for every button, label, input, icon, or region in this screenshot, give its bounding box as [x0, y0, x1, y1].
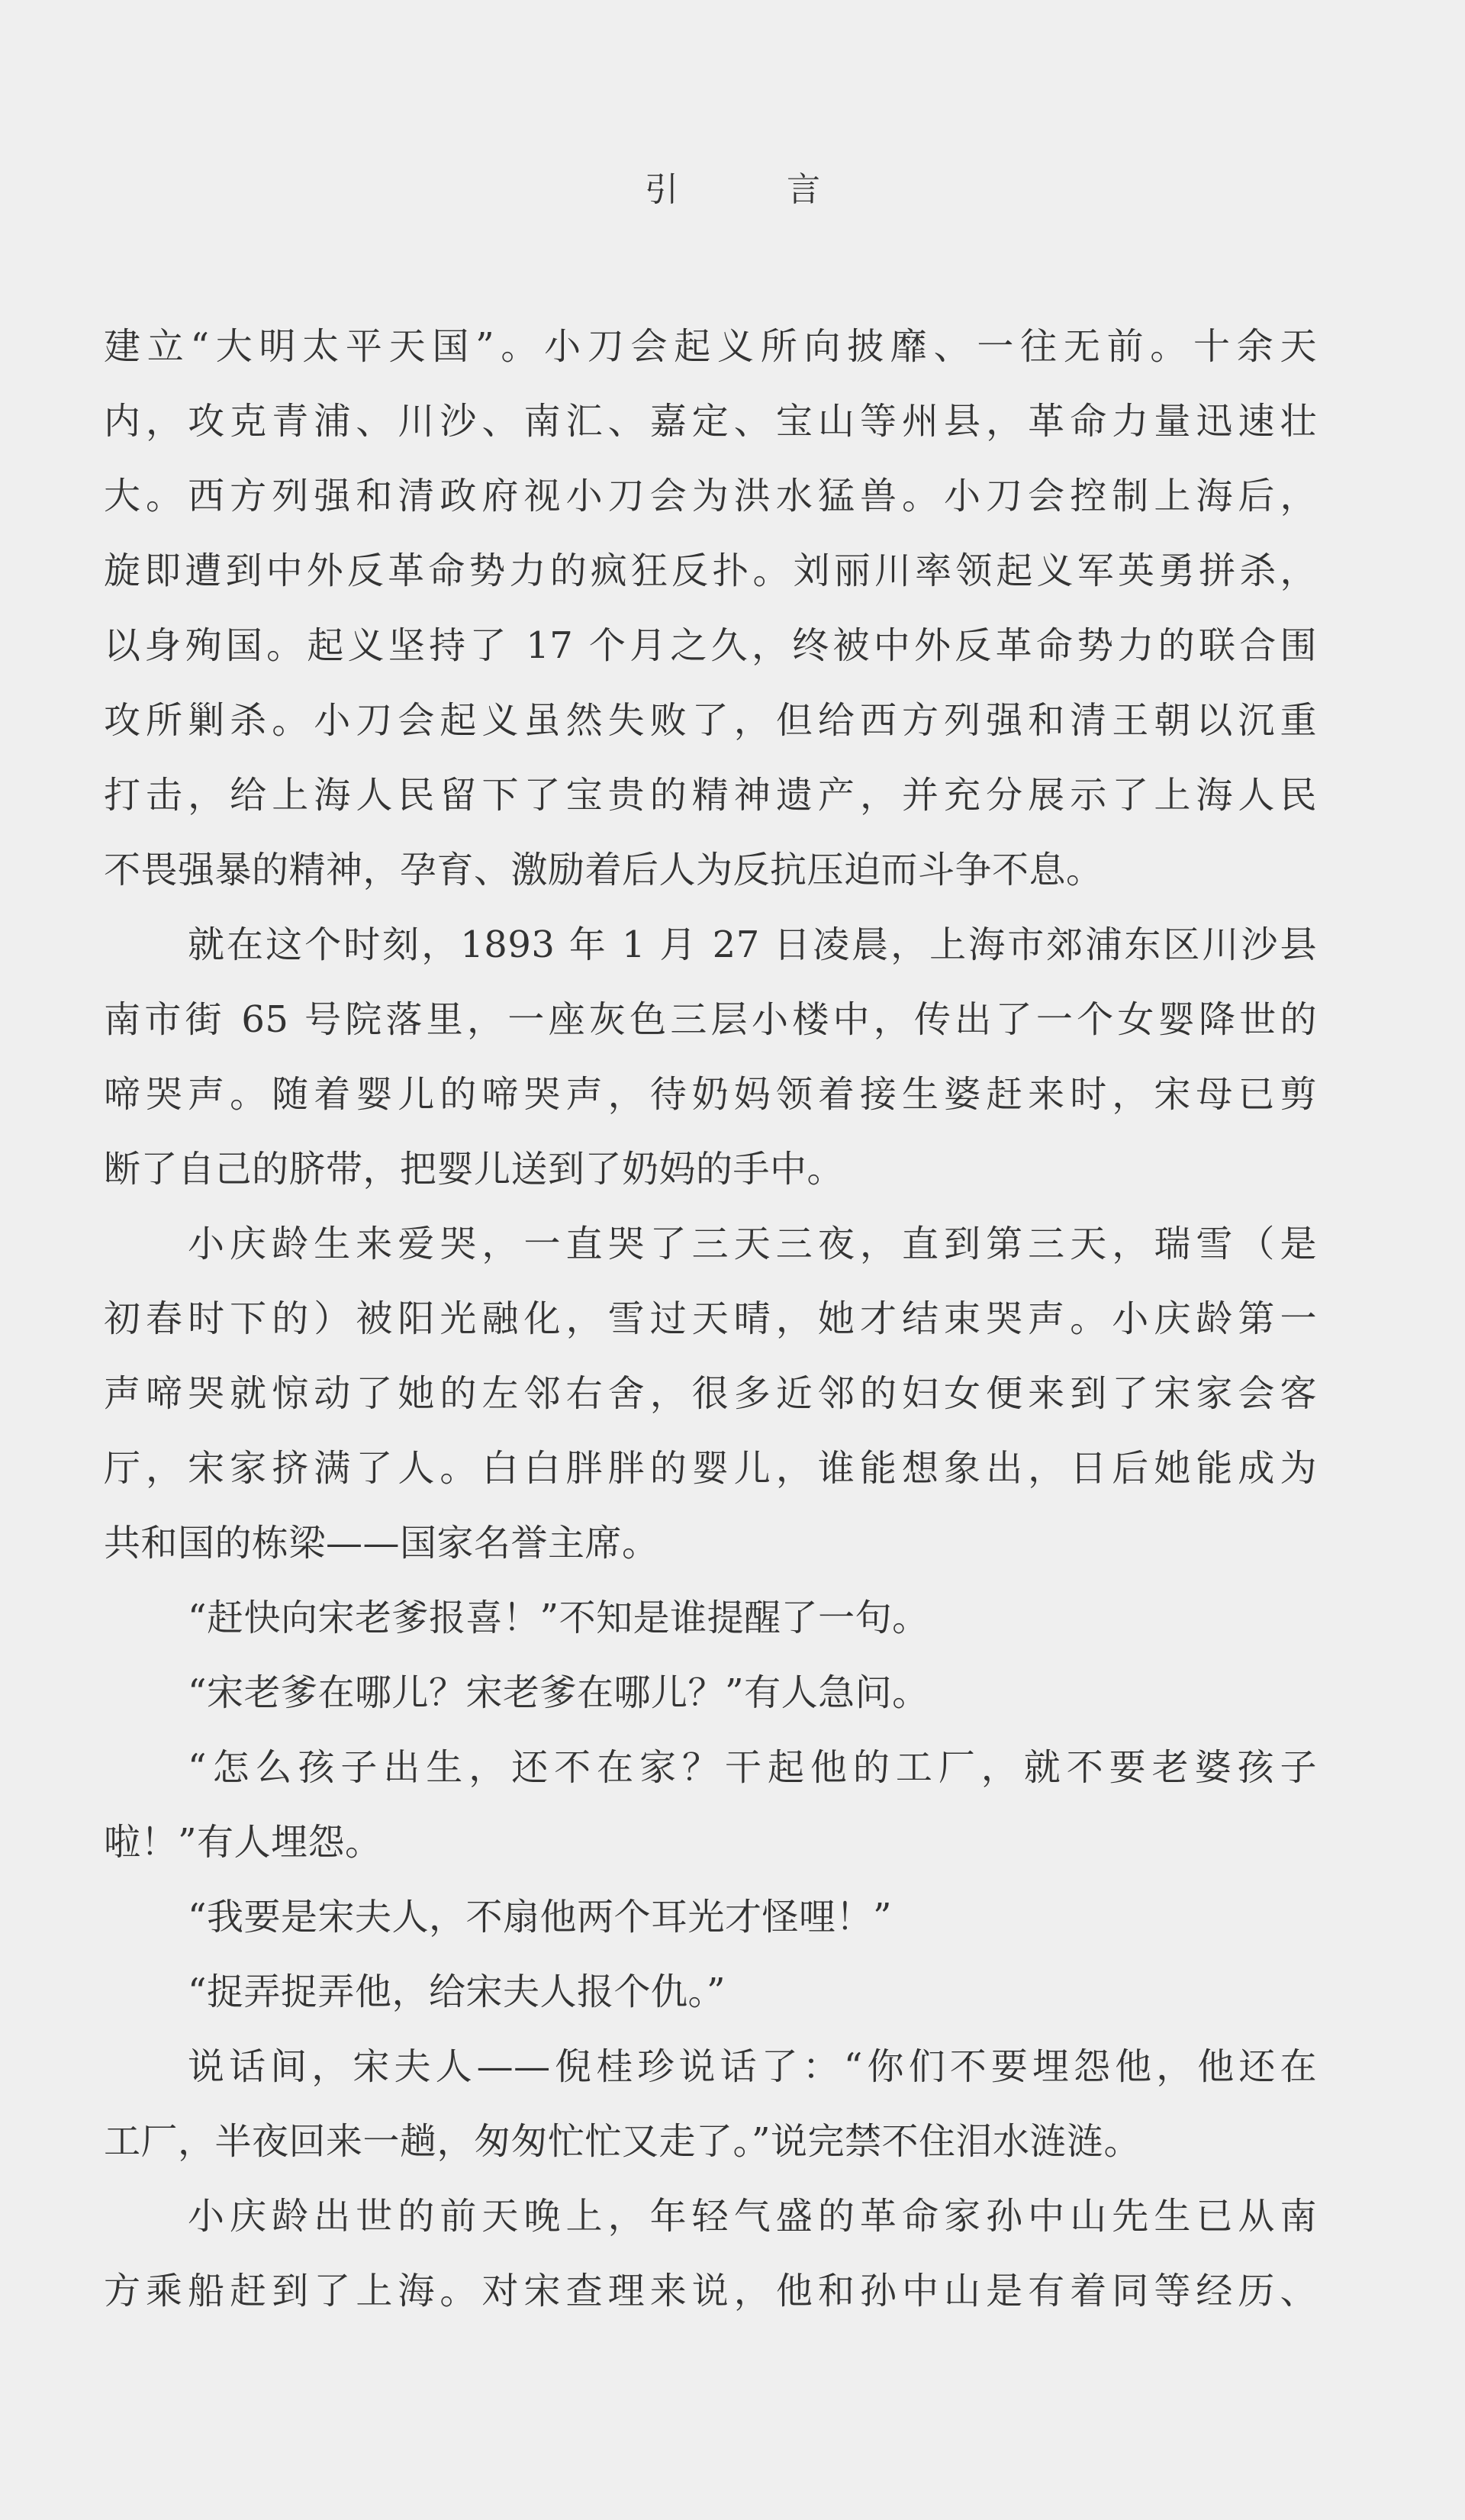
text-line: “赶快向宋老爹报喜！”不知是谁提醒了一句。 — [188, 1597, 929, 1639]
text-line: “怎么孩子出生，还不在家？干起他的工厂，就不要老婆孩子 — [188, 1746, 1317, 1789]
chapter-title: 引 言 — [645, 170, 869, 209]
text-line: 方乘船赶到了上海。对宋查理来说，他和孙中山是有着同等经历、 — [104, 2270, 1317, 2312]
text-line: 工厂，半夜回来一趟，匆匆忙忙又走了。”说完禁不住泪水涟涟。 — [104, 2120, 1141, 2163]
text-line: 内，攻克青浦、川沙、南汇、嘉定、宝山等州县，革命力量迅速壮 — [104, 400, 1317, 443]
text-line: 声啼哭就惊动了她的左邻右舍，很多近邻的妇女便来到了宋家会客 — [104, 1372, 1317, 1415]
text-line: “捉弄捉弄他，给宋夫人报个仇。” — [188, 1971, 726, 2013]
text-line: 大。西方列强和清政府视小刀会为洪水猛兽。小刀会控制上海后， — [104, 475, 1317, 517]
text-line: 小庆龄出世的前天晚上，年轻气盛的革命家孙中山先生已从南 — [188, 2195, 1317, 2238]
text-line: 不畏强暴的精神，孕育、激励着后人为反抗压迫而斗争不息。 — [104, 849, 1103, 891]
text-line: 旋即遭到中外反革命势力的疯狂反扑。刘丽川率领起义军英勇拼杀， — [104, 549, 1317, 592]
text-line: 小庆龄生来爱哭，一直哭了三天三夜，直到第三天，瑞雪（是 — [188, 1223, 1317, 1265]
text-line: 初春时下的）被阳光融化，雪过天晴，她才结束哭声。小庆龄第一 — [104, 1297, 1317, 1340]
body-text — [104, 309, 1317, 2328]
text-line: 打击，给上海人民留下了宝贵的精神遗产，并充分展示了上海人民 — [104, 774, 1317, 817]
text-line: 厅，宋家挤满了人。白白胖胖的婴儿，谁能想象出，日后她能成为 — [104, 1447, 1317, 1490]
text-line: 攻所剿杀。小刀会起义虽然失败了，但给西方列强和清王朝以沉重 — [104, 699, 1317, 742]
text-line: 以身殉国。起义坚持了 17 个月之久，终被中外反革命势力的联合围 — [104, 624, 1317, 667]
text-line: 就在这个时刻，1893 年 1 月 27 日凌晨，上海市郊浦东区川沙县 — [188, 923, 1317, 966]
text-line: 建立“大明太平天国”。小刀会起义所向披靡、一往无前。十余天 — [104, 325, 1317, 368]
text-line: 啼哭声。随着婴儿的啼哭声，待奶妈领着接生婆赶来时，宋母已剪 — [104, 1073, 1317, 1116]
text-line: 南市街 65 号院落里，一座灰色三层小楼中，传出了一个女婴降世的 — [104, 998, 1317, 1041]
text-line: 断了自己的脐带，把婴儿送到了奶妈的手中。 — [104, 1148, 845, 1191]
text-line: “宋老爹在哪儿？宋老爹在哪儿？”有人急问。 — [188, 1671, 929, 1714]
text-line: 啦！”有人埋怨。 — [104, 1821, 382, 1864]
text-line: 说话间，宋夫人——倪桂珍说话了：“你们不要埋怨他，他还在 — [188, 2045, 1317, 2088]
page-header — [0, 162, 1465, 211]
text-line: 共和国的栋梁——国家名誉主席。 — [104, 1522, 659, 1565]
text-line: “我要是宋夫人，不扇他两个耳光才怪哩！” — [188, 1896, 893, 1938]
